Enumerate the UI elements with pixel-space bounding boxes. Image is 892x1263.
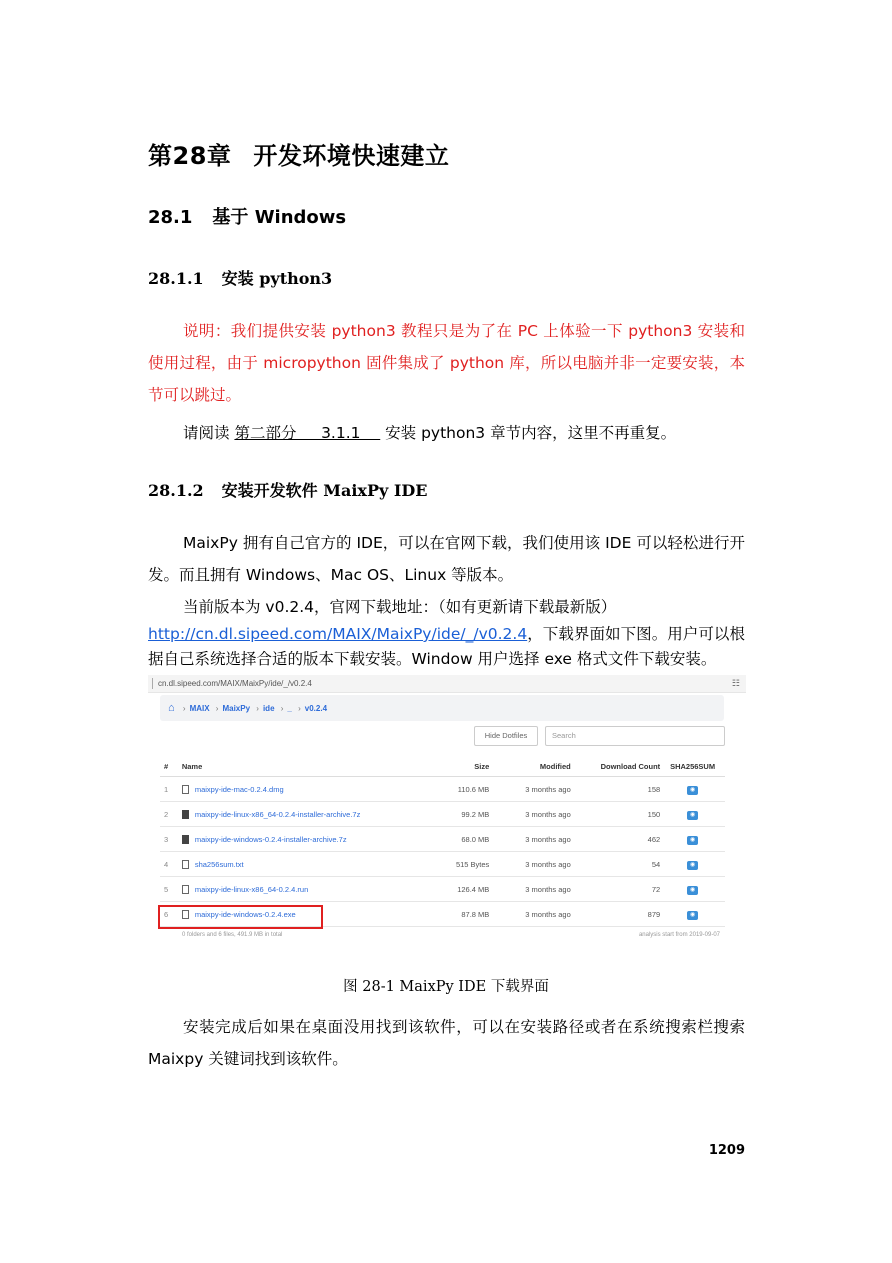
file-size: 99.2 MB [412, 802, 489, 827]
analysis-date: analysis start from 2019-09-07 [638, 932, 720, 938]
subsection-heading-1 [148, 266, 332, 289]
hide-dotfiles-button[interactable]: Hide Dotfiles [474, 726, 538, 746]
download-count: 150 [571, 802, 660, 827]
file-name-cell [182, 777, 412, 802]
intro-paragraph: MaixPy 拥有自己官方的 IDE，可以在官网下载，我们使用该 IDE 可以轻松进行开发。而且拥有 Windows、Mac OS、Linux 等版本。 [148, 534, 745, 584]
row-number: 4 [160, 852, 182, 877]
address-url: cn.dl.sipeed.com/MAIX/MaixPy/ide/_/v0.2.4 [158, 679, 312, 688]
sha-cell [660, 827, 725, 852]
file-name-cell [182, 877, 412, 902]
file-name-cell [182, 852, 412, 877]
download-page-screenshot [148, 675, 746, 947]
section-heading [148, 203, 346, 229]
file-link[interactable]: maixpy-ide-windows-0.2.4.exe [194, 909, 296, 919]
file-link[interactable]: sha256sum.txt [194, 859, 244, 869]
cross-reference-link[interactable]: 第二部分 3.1.1 [234, 424, 381, 442]
table-row [160, 827, 725, 852]
breadcrumb-item[interactable]: ide [262, 704, 275, 713]
file-modified: 3 months ago [489, 777, 570, 802]
sha-cell [660, 852, 725, 877]
file-modified: 3 months ago [489, 852, 570, 877]
file-icon [182, 860, 189, 869]
file-name-cell [182, 827, 412, 852]
file-modified: 3 months ago [489, 902, 570, 927]
table-row [160, 777, 725, 802]
download-count: 462 [571, 827, 660, 852]
file-table [160, 756, 725, 927]
file-icon [182, 885, 189, 894]
version-paragraph: 当前版本为 v0.2.4，官网下载地址：（如有更新请下载最新版） [183, 598, 617, 616]
table-row [160, 877, 725, 902]
row-number: 2 [160, 802, 182, 827]
eye-icon[interactable]: ◉ [687, 836, 698, 845]
eye-icon[interactable]: ◉ [687, 861, 698, 870]
note-paragraph: 说明：我们提供安装 python3 教程只是为了在 PC 上体验一下 python3 安装和使用过程，由于 micropython 固件集成了 python 库，所以电脑并非一定要安装，本节可以跳过。 [148, 322, 745, 404]
file-link[interactable]: maixpy-ide-linux-x86_64-0.2.4.run [194, 884, 309, 894]
eye-icon[interactable]: ◉ [687, 911, 698, 920]
home-icon[interactable]: ⌂ [168, 702, 175, 714]
file-link[interactable]: maixpy-ide-mac-0.2.4.dmg [194, 784, 284, 794]
table-summary: 0 folders and 6 files, 491.9 MB in total [182, 932, 283, 938]
table-header-row [160, 756, 725, 777]
subsection-title: 安装 python3 [221, 269, 333, 288]
col-name[interactable]: Name [182, 756, 412, 777]
download-text: ，下载界面如下图。用户可以根据自己系统选择合适的版本下载安装。Window 用户选择 exe 格式文件下载安装。 [148, 625, 745, 668]
eye-icon[interactable]: ◉ [687, 811, 698, 820]
subsection-title: 安装开发软件 MaixPy IDE [221, 481, 428, 500]
table-row [160, 852, 725, 877]
chapter-title: 开发环境快速建立 [253, 142, 450, 170]
download-url-link[interactable]: http://cn.dl.sipeed.com/MAIX/MaixPy/ide/_/v0.2.4 [148, 625, 528, 643]
sha-cell [660, 777, 725, 802]
file-link[interactable]: maixpy-ide-windows-0.2.4-installer-archive.7z [194, 834, 347, 844]
sha-cell [660, 902, 725, 927]
file-modified: 3 months ago [489, 877, 570, 902]
section-title: 基于 Windows [212, 207, 347, 228]
chapter-number: 第28章 [148, 142, 232, 170]
breadcrumb: ⌂ › MAIX › MaixPy › ide › _ › v0.2.4 [160, 695, 724, 721]
col-number: # [160, 756, 182, 777]
download-count: 158 [571, 777, 660, 802]
file-name-cell [182, 802, 412, 827]
download-paragraph [148, 622, 745, 672]
highlight-box [158, 905, 323, 929]
eye-icon[interactable]: ◉ [687, 786, 698, 795]
file-size: 110.6 MB [412, 777, 489, 802]
eye-icon[interactable]: ◉ [687, 886, 698, 895]
file-size: 126.4 MB [412, 877, 489, 902]
file-modified: 3 months ago [489, 802, 570, 827]
sha-cell [660, 877, 725, 902]
read-reference-paragraph [148, 417, 745, 449]
file-size: 515 Bytes [412, 852, 489, 877]
download-count: 72 [571, 877, 660, 902]
row-number: 1 [160, 777, 182, 802]
read-suffix: 安装 python3 章节内容，这里不再重复。 [380, 424, 677, 442]
col-modified[interactable]: Modified [489, 756, 570, 777]
search-input[interactable]: Search [545, 726, 725, 746]
chapter-heading [148, 136, 449, 171]
sha-cell [660, 802, 725, 827]
file-icon [182, 785, 189, 794]
figure-caption: 图 28-1 MaixPy IDE 下载界面 [343, 979, 549, 995]
col-sha256: SHA256SUM [660, 756, 725, 777]
breadcrumb-item[interactable]: _ [287, 704, 292, 713]
col-download-count[interactable]: Download Count [571, 756, 660, 777]
file-size: 87.8 MB [412, 902, 489, 927]
subsection-number: 28.1.1 [148, 269, 204, 288]
breadcrumb-item[interactable]: MaixPy [222, 704, 251, 713]
row-number: 3 [160, 827, 182, 852]
file-modified: 3 months ago [489, 827, 570, 852]
read-prefix: 请阅读 [183, 424, 235, 442]
subsection-number: 28.1.2 [148, 481, 204, 500]
file-icon [182, 810, 189, 819]
translate-icon[interactable]: ☷ [731, 678, 740, 688]
subsection-heading-2 [148, 478, 427, 501]
address-bar[interactable] [148, 675, 746, 693]
table-row [160, 802, 725, 827]
section-number: 28.1 [148, 207, 193, 228]
download-count: 879 [571, 902, 660, 927]
file-size: 68.0 MB [412, 827, 489, 852]
row-number: 6 [160, 902, 182, 927]
file-icon [182, 835, 189, 844]
breadcrumb-item[interactable]: MAIX [189, 704, 210, 713]
breadcrumb-item[interactable]: v0.2.4 [304, 704, 328, 713]
page-number: 1209 [708, 1143, 745, 1158]
col-size[interactable]: Size [412, 756, 489, 777]
file-link[interactable]: maixpy-ide-linux-x86_64-0.2.4-installer-archive.7z [194, 809, 361, 819]
row-number: 5 [160, 877, 182, 902]
download-count: 54 [571, 852, 660, 877]
closing-paragraph: 安装完成后如果在桌面没用找到该软件，可以在安装路径或者在系统搜索栏搜索 Maixpy 关键词找到该软件。 [148, 1018, 745, 1068]
